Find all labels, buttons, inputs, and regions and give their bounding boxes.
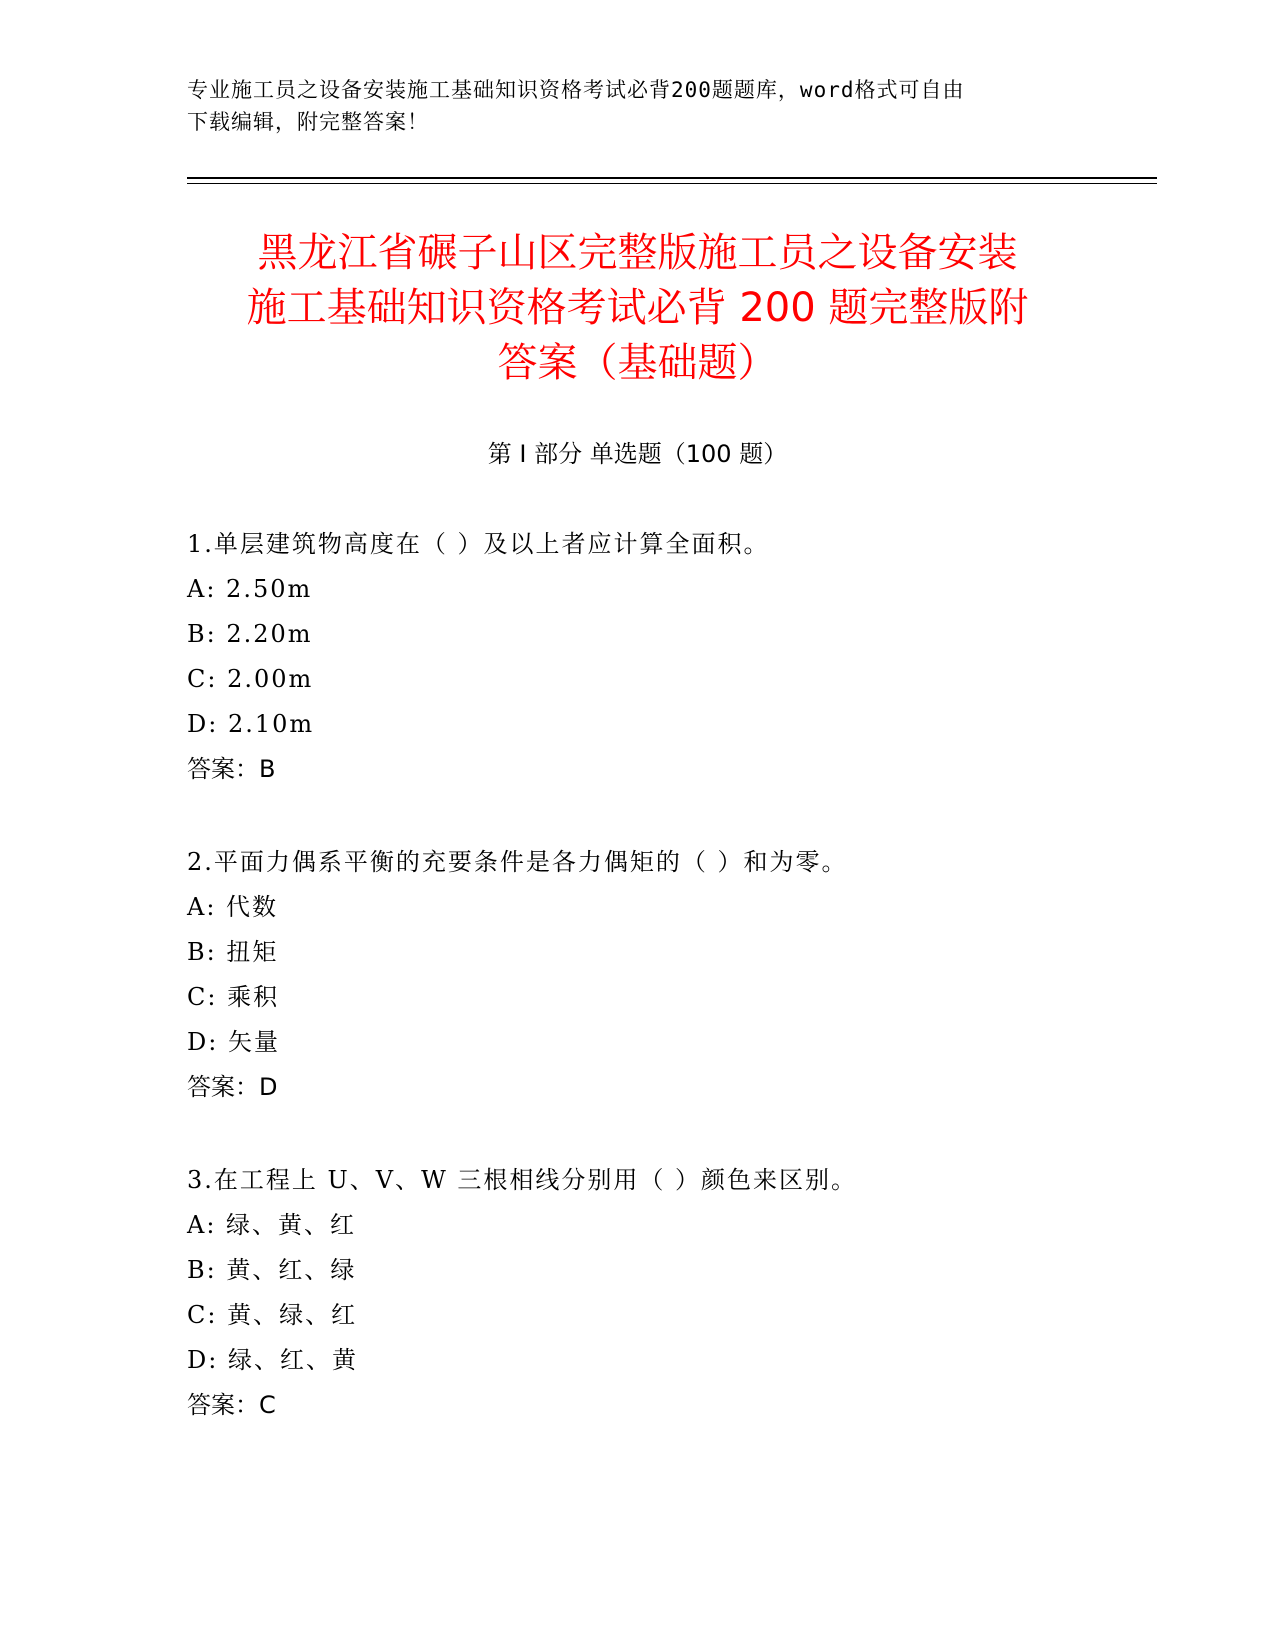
document-title-line-2: 施工基础知识资格考试必背 200 题完整版附 <box>246 285 1029 331</box>
answer: 答案：C <box>187 1391 276 1419</box>
option-b: B: 扭矩 <box>187 938 279 966</box>
option-a: A: 绿、黄、红 <box>187 1211 357 1239</box>
answer: 答案：D <box>187 1073 278 1101</box>
question-stem: 1.单层建筑物高度在（ ）及以上者应计算全面积。 <box>187 530 770 558</box>
option-c: C: 乘积 <box>187 983 280 1011</box>
document-title-line-1: 黑龙江省碾子山区完整版施工员之设备安装 <box>257 230 1018 276</box>
question-stem: 2.平面力偶系平衡的充要条件是各力偶矩的（ ）和为零。 <box>187 848 848 876</box>
question-1 <box>187 522 1187 792</box>
option-a: A: 代数 <box>187 893 279 921</box>
document-title-line-3: 答案（基础题） <box>497 340 778 386</box>
header-divider-thin <box>187 183 1157 184</box>
document-title <box>160 226 1115 391</box>
header-note-line-1: 专业施工员之设备安装施工基础知识资格考试必背200题题库，word格式可自由 <box>187 78 965 102</box>
header-divider-thick <box>187 177 1157 179</box>
section-title: 第 I 部分 单选题（100 题） <box>487 440 788 468</box>
option-a: A: 2.50m <box>187 575 313 603</box>
option-b: B: 2.20m <box>187 620 313 648</box>
question-stem: 3.在工程上 U、V、W 三根相线分别用（ ）颜色来区别。 <box>187 1166 858 1194</box>
option-c: C: 黄、绿、红 <box>187 1301 358 1329</box>
option-c: C: 2.00m <box>187 665 314 693</box>
option-d: D: 绿、红、黄 <box>187 1346 358 1374</box>
answer: 答案：B <box>187 755 276 783</box>
option-d: D: 矢量 <box>187 1028 280 1056</box>
option-d: D: 2.10m <box>187 710 315 738</box>
option-b: B: 黄、红、绿 <box>187 1256 357 1284</box>
question-2 <box>187 840 1187 1110</box>
header-note-line-2: 下载编辑，附完整答案！ <box>187 110 429 134</box>
question-3 <box>187 1158 1187 1428</box>
header-note <box>187 74 1067 138</box>
